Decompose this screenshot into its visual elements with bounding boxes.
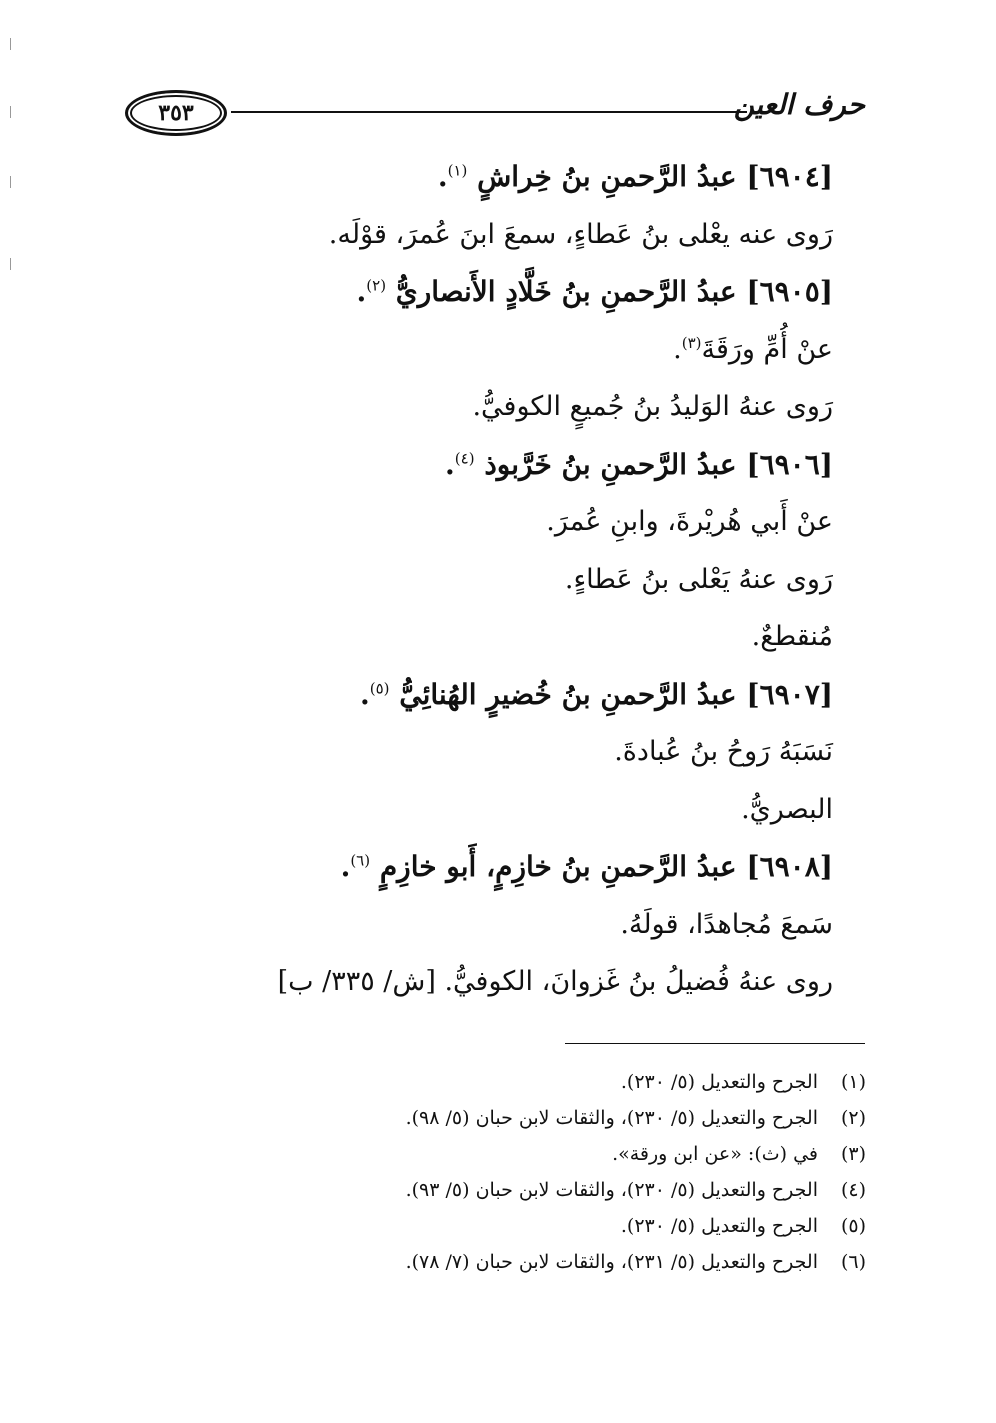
- footnote: [186, 1136, 866, 1172]
- chapter-title: حرف العين: [733, 88, 865, 121]
- footnote: [186, 1208, 866, 1244]
- footnote-number: (٣): [840, 1143, 866, 1165]
- text-line: رَوى عنه يعْلى بنُ عَطاءٍ، سمعَ ابنَ عُمرَ، قوْلَه.: [328, 218, 833, 250]
- scan-edge-mark: [10, 106, 11, 118]
- text-line: عنْ أَبي هُريْرةَ، وابنِ عُمرَ.: [546, 506, 833, 537]
- header-rule: [231, 111, 747, 113]
- footnote: [186, 1244, 866, 1280]
- page-number-badge: [125, 90, 227, 136]
- footnote-number: (٥): [840, 1215, 866, 1237]
- footnote-ref: (٤): [454, 449, 475, 468]
- text-line: البصريُّ.: [741, 793, 833, 825]
- footnote-number: (٤): [840, 1179, 866, 1201]
- footnote-ref: (١): [447, 161, 468, 180]
- footnote-separator: [565, 1043, 865, 1044]
- text-line: سَمعَ مُجاهدًا، قولَهُ.: [620, 908, 833, 940]
- entry-heading: [٦٩٠٧] عبدُ الرَّحمنِ بنُ خُضيرٍ الهُنائِيُّ $^{(٥)}$.: [359, 677, 833, 711]
- footnote: [186, 1172, 866, 1208]
- scan-edge-mark: [10, 258, 11, 270]
- text-line: مُنقطعٌ.: [751, 621, 833, 652]
- scan-edge-mark: [10, 38, 11, 50]
- footnote-text: الجرح والتعديل (٥/ ٢٣٠).: [620, 1071, 818, 1093]
- footnote-text: الجرح والتعديل (٥/ ٢٣١)، والثقات لابن حبان (٧/ ٧٨).: [405, 1251, 818, 1273]
- text-line: رَوى عنهُ الوَليدُ بنُ جُميعٍ الكوفيُّ.: [472, 391, 833, 422]
- footnote-number: (٢): [840, 1107, 866, 1129]
- footnote-text: الجرح والتعديل (٥/ ٢٣٠)، والثقات لابن حبان (٥/ ٩٨).: [405, 1107, 818, 1129]
- entry-heading: [٦٩٠٥] عبدُ الرَّحمنِ بنُ خَلَّادٍ الأَنصاريُّ $^{(٢)}$.: [356, 275, 833, 308]
- entry-heading: [٦٩٠٨] عبدُ الرَّحمنِ بنُ خازِمٍ، أَبو خازِمٍ $^{(٦)}$.: [340, 850, 833, 883]
- page-header: [125, 88, 865, 138]
- footnotes: [186, 1064, 866, 1280]
- page-number: ٣٥٣: [158, 100, 194, 126]
- entry-heading: [٦٩٠٦] عبدُ الرَّحمنِ بنُ خَرَّبوذ $^{(٤)}$.: [445, 447, 833, 481]
- footnote-number: (١): [840, 1071, 866, 1093]
- footnote-text: الجرح والتعديل (٥/ ٢٣٠).: [620, 1215, 818, 1237]
- footnote-ref: (٦): [350, 851, 371, 870]
- footnote-ref: (٣): [681, 333, 702, 352]
- main-text: [153, 148, 833, 1011]
- scan-edge-mark: [10, 176, 11, 188]
- footnote: [186, 1064, 866, 1100]
- footnote-ref: (٢): [366, 276, 387, 295]
- text-line: رَوى عنهُ يَعْلى بنُ عَطاءٍ.: [564, 563, 833, 595]
- text-line: روى عنهُ فُضيلُ بنُ غَزوانَ، الكوفيُّ. [ش/ ٣٣٥/ ب]: [277, 966, 833, 997]
- footnote: [186, 1100, 866, 1136]
- footnote-text: الجرح والتعديل (٥/ ٢٣٠)، والثقات لابن حبان (٥/ ٩٣).: [405, 1179, 818, 1201]
- footnote-text: في (ث): «عن ابن ورقة».: [612, 1143, 818, 1165]
- footnote-ref: (٥): [369, 679, 390, 698]
- text-line: عنْ أُمِّ ورَقَةَ$^{(٣)}$.: [673, 333, 833, 365]
- entry-heading: [٦٩٠٤] عبدُ الرَّحمنِ بنُ خِراشٍ $^{(١)}$.: [437, 160, 833, 193]
- footnote-number: (٦): [840, 1251, 866, 1273]
- text-line: نَسَبَهُ رَوحُ بنُ عُبادةَ.: [614, 736, 833, 767]
